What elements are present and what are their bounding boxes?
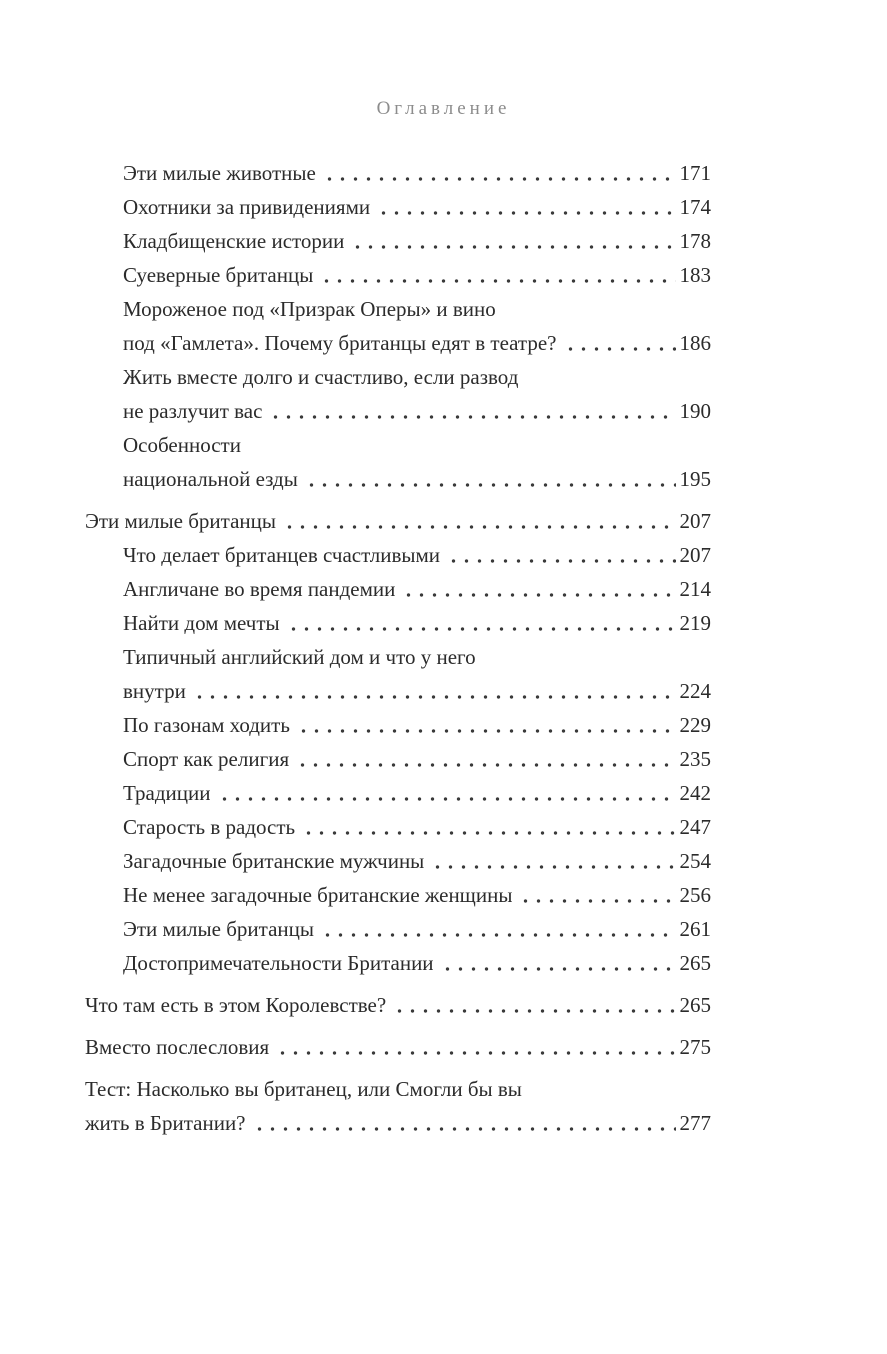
toc-entry	[123, 156, 711, 190]
toc-entry-title: Мороженое под «Призрак Оперы» и вино	[123, 297, 496, 321]
toc-entry-line	[85, 1106, 711, 1140]
toc-entry-line	[123, 912, 711, 946]
toc-entry	[123, 844, 711, 878]
toc-entry	[123, 572, 711, 606]
toc-entry	[123, 878, 711, 912]
toc-entry-line	[123, 292, 711, 326]
toc-entry-line	[123, 810, 711, 844]
toc-entry-title: По газонам ходить	[123, 713, 290, 737]
toc-page-number: 277	[679, 1111, 711, 1135]
toc-entry-title: Что делает британцев счастливыми	[123, 543, 441, 567]
toc-entry-line	[123, 640, 711, 674]
toc-entry-title: Вместо послесловия	[85, 1035, 270, 1059]
toc-entry-line	[123, 258, 711, 292]
toc-entry-line	[85, 504, 711, 538]
toc-entry-title: Спорт как религия	[123, 747, 290, 771]
toc-page-number: 174	[679, 195, 711, 219]
toc-page-number: 178	[679, 229, 711, 253]
toc-entry-line	[85, 988, 711, 1022]
toc-page-number: 219	[679, 611, 711, 635]
toc-entry-line	[123, 606, 711, 640]
toc-entry-title: не разлучит вас	[123, 399, 263, 423]
toc-entry-title: национальной езды	[123, 467, 298, 491]
toc-page-number: 265	[679, 951, 711, 975]
dot-leader	[297, 708, 676, 742]
toc-entry-title: Старость в радость	[123, 815, 296, 839]
toc-entry-line	[123, 844, 711, 878]
toc-entry	[85, 988, 711, 1022]
dot-leader	[393, 988, 675, 1022]
toc-page-number: 229	[679, 713, 711, 737]
toc-entry	[85, 1030, 711, 1064]
dot-leader	[564, 326, 676, 360]
dot-leader	[287, 606, 676, 640]
toc-entry-line	[123, 946, 711, 980]
toc-entry	[123, 708, 711, 742]
dot-leader	[441, 946, 676, 980]
toc-page-number: 207	[679, 509, 711, 533]
toc-entry-title: Загадочные британские мужчины	[123, 849, 425, 873]
toc-entry	[123, 190, 711, 224]
toc-entry-line	[123, 742, 711, 776]
toc-entry-title: Типичный английский дом и что у него	[123, 645, 476, 669]
toc-entry-line	[123, 326, 711, 360]
toc-entry-title: Особенности	[123, 433, 241, 457]
dot-leader	[193, 674, 676, 708]
dot-leader	[323, 156, 676, 190]
toc-entry-line	[123, 394, 711, 428]
page-title: Оглавление	[376, 98, 511, 119]
toc-page-number: 195	[679, 467, 711, 491]
toc-page-number: 242	[679, 781, 711, 805]
toc-entry	[123, 810, 711, 844]
toc-entry-title: Тест: Насколько вы британец, или Смогли бы вы	[85, 1077, 522, 1101]
toc-page-number: 224	[679, 679, 711, 703]
toc-entry-title: внутри	[123, 679, 186, 703]
toc-page-number: 261	[679, 917, 711, 941]
toc-page-number: 256	[679, 883, 711, 907]
toc-entry-title: Охотники за привидениями	[123, 195, 371, 219]
toc-entry	[123, 360, 711, 428]
toc-entry-title: Эти милые британцы	[123, 917, 314, 941]
dot-leader	[276, 1030, 675, 1064]
toc-entry-title: Эти милые британцы	[85, 509, 276, 533]
toc-page-number: 207	[679, 543, 711, 567]
dot-leader	[302, 810, 675, 844]
toc-entry-title: Достопримечательности Британии	[123, 951, 434, 975]
toc-entry	[85, 1072, 711, 1140]
toc-entry-title: жить в Британии?	[85, 1111, 246, 1135]
toc-entry-line	[123, 224, 711, 258]
toc-entry-title: Найти дом мечты	[123, 611, 280, 635]
toc-page-number: 235	[679, 747, 711, 771]
toc-entry-line	[123, 674, 711, 708]
dot-leader	[321, 912, 676, 946]
toc-entry-title: Традиции	[123, 781, 211, 805]
toc-page-number: 214	[679, 577, 711, 601]
toc-entry-line	[85, 1072, 711, 1106]
toc-entry-line	[123, 538, 711, 572]
toc-entry-title: Англичане во время пандемии	[123, 577, 396, 601]
toc-entry	[123, 640, 711, 708]
toc-page-number: 247	[679, 815, 711, 839]
dot-leader	[218, 776, 676, 810]
toc-entry-line	[123, 462, 711, 496]
toc-list	[85, 156, 711, 1140]
toc-page-number: 183	[679, 263, 711, 287]
toc-entry-title: Суеверные британцы	[123, 263, 314, 287]
dot-leader	[253, 1106, 676, 1140]
toc-entry-title: Эти милые животные	[123, 161, 316, 185]
toc-entry-line	[123, 428, 711, 462]
toc-entry-title: Кладбищенские истории	[123, 229, 345, 253]
toc-entry	[123, 258, 711, 292]
dot-leader	[431, 844, 675, 878]
toc-entry-line	[85, 1030, 711, 1064]
toc-entry	[123, 606, 711, 640]
toc-entry-title: под «Гамлета». Почему британцы едят в театре?	[123, 331, 557, 355]
dot-leader	[305, 462, 676, 496]
toc-entry-title: Что там есть в этом Королевстве?	[85, 993, 387, 1017]
toc-entry	[85, 504, 711, 538]
toc-entry	[123, 224, 711, 258]
toc-entry-title: Не менее загадочные британские женщины	[123, 883, 513, 907]
toc-page-number: 190	[679, 399, 711, 423]
toc-page-number: 275	[679, 1035, 711, 1059]
dot-leader	[447, 538, 675, 572]
toc-entry	[123, 946, 711, 980]
toc-entry-line	[123, 572, 711, 606]
toc-entry-line	[123, 156, 711, 190]
toc-entry-line	[123, 776, 711, 810]
toc-entry-line	[123, 878, 711, 912]
dot-leader	[519, 878, 675, 912]
toc-entry-line	[123, 708, 711, 742]
toc-page-number: 186	[679, 331, 711, 355]
toc-entry	[123, 292, 711, 360]
toc-entry-line	[123, 360, 711, 394]
toc-entry	[123, 742, 711, 776]
dot-leader	[377, 190, 675, 224]
toc-page-number: 254	[679, 849, 711, 873]
dot-leader	[402, 572, 675, 606]
toc-entry	[123, 776, 711, 810]
dot-leader	[296, 742, 675, 776]
toc-entry-title: Жить вместе долго и счастливо, если развод	[123, 365, 519, 389]
toc-entry	[123, 912, 711, 946]
dot-leader	[320, 258, 675, 292]
toc-entry-line	[123, 190, 711, 224]
toc-entry	[123, 538, 711, 572]
toc-page-number: 171	[679, 161, 711, 185]
toc-entry	[123, 428, 711, 496]
toc-page-number: 265	[679, 993, 711, 1017]
dot-leader	[283, 504, 676, 538]
dot-leader	[351, 224, 675, 258]
dot-leader	[269, 394, 675, 428]
